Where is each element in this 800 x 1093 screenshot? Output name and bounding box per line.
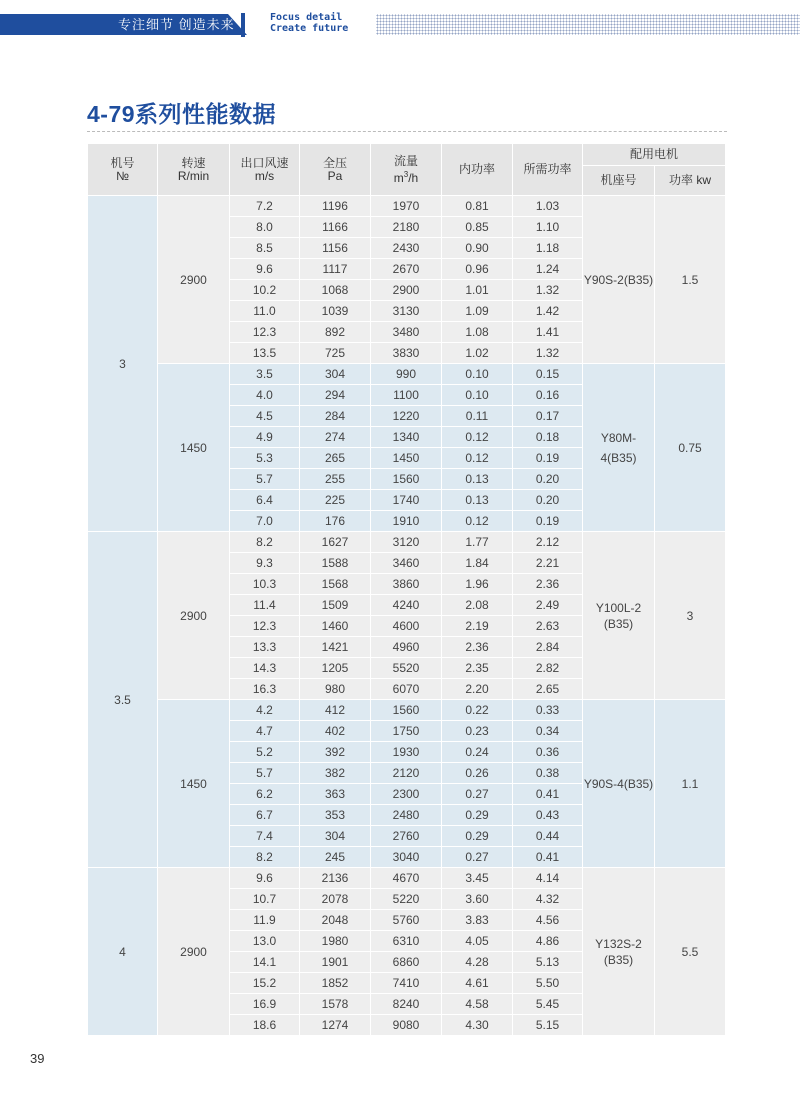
internal-power-cell: 0.13 (442, 469, 513, 490)
outlet-velocity-cell: 9.6 (230, 259, 300, 280)
outlet-velocity-cell: 8.2 (230, 532, 300, 553)
internal-power-cell: 0.22 (442, 700, 513, 721)
total-pressure-cell: 1852 (300, 973, 371, 994)
flow-cell: 1910 (371, 511, 442, 532)
required-power-cell: 0.34 (513, 721, 583, 742)
outlet-velocity-cell: 8.0 (230, 217, 300, 238)
flow-cell: 1970 (371, 196, 442, 217)
internal-power-cell: 1.08 (442, 322, 513, 343)
internal-power-cell: 2.19 (442, 616, 513, 637)
required-power-cell: 1.03 (513, 196, 583, 217)
table-row (88, 196, 726, 217)
flow-cell: 2760 (371, 826, 442, 847)
required-power-cell: 0.20 (513, 469, 583, 490)
internal-power-cell: 4.61 (442, 973, 513, 994)
motor-frame-cell: Y132S-2(B35) (583, 868, 655, 1036)
internal-power-cell: 0.29 (442, 826, 513, 847)
required-power-cell: 0.33 (513, 700, 583, 721)
speed-cell: 1450 (158, 364, 230, 532)
total-pressure-cell: 304 (300, 364, 371, 385)
total-pressure-cell: 304 (300, 826, 371, 847)
required-power-cell: 2.84 (513, 637, 583, 658)
header-motor-group: 配用电机 (583, 144, 726, 166)
internal-power-cell: 1.84 (442, 553, 513, 574)
table-body (88, 196, 726, 1036)
header-outlet-velocity-unit: m/s (254, 168, 275, 183)
motor-power-cell: 0.75 (655, 364, 726, 532)
total-pressure-cell: 1117 (300, 259, 371, 280)
header-model-no-sub: № (116, 168, 129, 183)
total-pressure-cell: 274 (300, 427, 371, 448)
model-no-cell: 4 (88, 868, 158, 1036)
performance-table (87, 143, 726, 1036)
internal-power-cell: 1.09 (442, 301, 513, 322)
flow-cell: 1340 (371, 427, 442, 448)
total-pressure-cell: 294 (300, 385, 371, 406)
header-required-power: 所需功率 (513, 144, 583, 196)
motor-power-cell: 5.5 (655, 868, 726, 1036)
header-dot-pattern (376, 14, 800, 35)
outlet-velocity-cell: 12.3 (230, 616, 300, 637)
flow-cell: 1450 (371, 448, 442, 469)
required-power-cell: 2.12 (513, 532, 583, 553)
flow-cell: 4960 (371, 637, 442, 658)
outlet-velocity-cell: 9.3 (230, 553, 300, 574)
flow-cell: 2670 (371, 259, 442, 280)
required-power-cell: 2.21 (513, 553, 583, 574)
outlet-velocity-cell: 7.0 (230, 511, 300, 532)
flow-cell: 2480 (371, 805, 442, 826)
speed-cell: 2900 (158, 532, 230, 700)
internal-power-cell: 0.85 (442, 217, 513, 238)
header-flow-label: 流量 (393, 153, 418, 168)
outlet-velocity-cell: 5.7 (230, 763, 300, 784)
motor-power-cell: 1.5 (655, 196, 726, 364)
header-total-pressure (300, 144, 371, 196)
header-motor-power: 功率 kw (655, 166, 726, 196)
internal-power-cell: 1.96 (442, 574, 513, 595)
header-divider (241, 13, 245, 37)
flow-cell: 4600 (371, 616, 442, 637)
motor-frame-cell: Y80M-4(B35) (583, 364, 655, 532)
flow-cell: 3130 (371, 301, 442, 322)
flow-cell: 1100 (371, 385, 442, 406)
total-pressure-cell: 2136 (300, 868, 371, 889)
table-row (88, 868, 726, 889)
required-power-cell: 1.41 (513, 322, 583, 343)
total-pressure-cell: 1039 (300, 301, 371, 322)
flow-unit-sup: 3 (403, 169, 409, 179)
flow-cell: 3040 (371, 847, 442, 868)
motor-frame-cell: Y100L-2(B35) (583, 532, 655, 700)
outlet-velocity-cell: 3.5 (230, 364, 300, 385)
required-power-cell: 2.82 (513, 658, 583, 679)
outlet-velocity-cell: 8.2 (230, 847, 300, 868)
required-power-cell: 1.10 (513, 217, 583, 238)
outlet-velocity-cell: 13.3 (230, 637, 300, 658)
speed-cell: 2900 (158, 868, 230, 1036)
total-pressure-cell: 1196 (300, 196, 371, 217)
total-pressure-cell: 1205 (300, 658, 371, 679)
outlet-velocity-cell: 6.4 (230, 490, 300, 511)
internal-power-cell: 0.12 (442, 511, 513, 532)
flow-cell: 1740 (371, 490, 442, 511)
total-pressure-cell: 892 (300, 322, 371, 343)
speed-cell: 1450 (158, 700, 230, 868)
flow-unit-base: m (393, 170, 404, 185)
header-speed-unit: R/min (177, 168, 210, 183)
required-power-cell: 0.19 (513, 448, 583, 469)
required-power-cell: 5.15 (513, 1015, 583, 1036)
internal-power-cell: 0.90 (442, 238, 513, 259)
header-flow-unit (371, 168, 441, 185)
internal-power-cell: 0.24 (442, 742, 513, 763)
speed-cell: 2900 (158, 196, 230, 364)
outlet-velocity-cell: 4.0 (230, 385, 300, 406)
required-power-cell: 0.15 (513, 364, 583, 385)
outlet-velocity-cell: 5.3 (230, 448, 300, 469)
outlet-velocity-cell: 7.4 (230, 826, 300, 847)
internal-power-cell: 4.58 (442, 994, 513, 1015)
total-pressure-cell: 1156 (300, 238, 371, 259)
required-power-cell: 4.32 (513, 889, 583, 910)
model-no-cell: 3 (88, 196, 158, 532)
required-power-cell: 0.18 (513, 427, 583, 448)
flow-cell: 8240 (371, 994, 442, 1015)
required-power-cell: 1.18 (513, 238, 583, 259)
internal-power-cell: 0.10 (442, 385, 513, 406)
flow-cell: 6310 (371, 931, 442, 952)
motor-power-cell: 3 (655, 532, 726, 700)
required-power-cell: 2.49 (513, 595, 583, 616)
internal-power-cell: 0.27 (442, 847, 513, 868)
total-pressure-cell: 392 (300, 742, 371, 763)
total-pressure-cell: 245 (300, 847, 371, 868)
total-pressure-cell: 402 (300, 721, 371, 742)
total-pressure-cell: 2078 (300, 889, 371, 910)
outlet-velocity-cell: 6.7 (230, 805, 300, 826)
internal-power-cell: 3.60 (442, 889, 513, 910)
outlet-velocity-cell: 5.2 (230, 742, 300, 763)
total-pressure-cell: 382 (300, 763, 371, 784)
required-power-cell: 0.17 (513, 406, 583, 427)
outlet-velocity-cell: 10.3 (230, 574, 300, 595)
outlet-velocity-cell: 16.3 (230, 679, 300, 700)
page-header (0, 0, 800, 40)
required-power-cell: 2.65 (513, 679, 583, 700)
flow-cell: 3120 (371, 532, 442, 553)
total-pressure-cell: 225 (300, 490, 371, 511)
total-pressure-cell: 1166 (300, 217, 371, 238)
outlet-velocity-cell: 13.0 (230, 931, 300, 952)
page-number: 39 (30, 1051, 45, 1066)
total-pressure-cell: 1588 (300, 553, 371, 574)
flow-cell: 5760 (371, 910, 442, 931)
flow-cell: 2900 (371, 280, 442, 301)
total-pressure-cell: 1274 (300, 1015, 371, 1036)
outlet-velocity-cell: 9.6 (230, 868, 300, 889)
header-motor-frame: 机座号 (583, 166, 655, 196)
flow-cell: 4240 (371, 595, 442, 616)
model-no-cell: 3.5 (88, 532, 158, 868)
flow-cell: 1930 (371, 742, 442, 763)
internal-power-cell: 0.11 (442, 406, 513, 427)
table-row (88, 364, 726, 385)
flow-cell: 6070 (371, 679, 442, 700)
outlet-velocity-cell: 10.7 (230, 889, 300, 910)
flow-cell: 1560 (371, 700, 442, 721)
outlet-velocity-cell: 15.2 (230, 973, 300, 994)
title-divider (87, 131, 727, 132)
internal-power-cell: 4.05 (442, 931, 513, 952)
required-power-cell: 0.44 (513, 826, 583, 847)
total-pressure-cell: 2048 (300, 910, 371, 931)
internal-power-cell: 0.81 (442, 196, 513, 217)
header-model-no (88, 144, 158, 196)
internal-power-cell: 1.77 (442, 532, 513, 553)
header-total-pressure-unit: Pa (327, 168, 343, 183)
total-pressure-cell: 1460 (300, 616, 371, 637)
table-row (88, 532, 726, 553)
required-power-cell: 0.41 (513, 847, 583, 868)
flow-cell: 1560 (371, 469, 442, 490)
required-power-cell: 0.41 (513, 784, 583, 805)
internal-power-cell: 4.30 (442, 1015, 513, 1036)
total-pressure-cell: 255 (300, 469, 371, 490)
outlet-velocity-cell: 18.6 (230, 1015, 300, 1036)
flow-cell: 3830 (371, 343, 442, 364)
motor-power-cell: 1.1 (655, 700, 726, 868)
required-power-cell: 5.45 (513, 994, 583, 1015)
header-flow (371, 144, 442, 196)
required-power-cell: 4.86 (513, 931, 583, 952)
internal-power-cell: 1.01 (442, 280, 513, 301)
header-speed-label: 转速 (181, 155, 206, 170)
flow-cell: 2120 (371, 763, 442, 784)
motor-frame-cell: Y90S-2(B35) (583, 196, 655, 364)
outlet-velocity-cell: 4.9 (230, 427, 300, 448)
required-power-cell: 0.38 (513, 763, 583, 784)
internal-power-cell: 1.02 (442, 343, 513, 364)
outlet-velocity-cell: 14.3 (230, 658, 300, 679)
page-title: 4-79系列性能数据 (87, 101, 277, 127)
internal-power-cell: 0.12 (442, 427, 513, 448)
required-power-cell: 1.32 (513, 343, 583, 364)
internal-power-cell: 0.12 (442, 448, 513, 469)
flow-cell: 1220 (371, 406, 442, 427)
outlet-velocity-cell: 13.5 (230, 343, 300, 364)
header-tagline-cn: 专注细节 创造未来 (118, 17, 235, 32)
header-outlet-velocity-label: 出口风速 (240, 155, 289, 170)
total-pressure-cell: 1980 (300, 931, 371, 952)
internal-power-cell: 2.35 (442, 658, 513, 679)
header-tagline-en (270, 12, 348, 34)
internal-power-cell: 0.27 (442, 784, 513, 805)
required-power-cell: 0.16 (513, 385, 583, 406)
internal-power-cell: 2.08 (442, 595, 513, 616)
outlet-velocity-cell: 4.2 (230, 700, 300, 721)
flow-cell: 7410 (371, 973, 442, 994)
internal-power-cell: 0.96 (442, 259, 513, 280)
flow-cell: 3480 (371, 322, 442, 343)
flow-cell: 1750 (371, 721, 442, 742)
outlet-velocity-cell: 4.7 (230, 721, 300, 742)
required-power-cell: 5.50 (513, 973, 583, 994)
header-tagline-en-line1: Focus detail (270, 12, 343, 23)
flow-cell: 3460 (371, 553, 442, 574)
internal-power-cell: 0.26 (442, 763, 513, 784)
internal-power-cell: 0.10 (442, 364, 513, 385)
header-model-no-label: 机号 (110, 155, 135, 170)
internal-power-cell: 3.83 (442, 910, 513, 931)
outlet-velocity-cell: 4.5 (230, 406, 300, 427)
required-power-cell: 0.36 (513, 742, 583, 763)
total-pressure-cell: 1509 (300, 595, 371, 616)
flow-cell: 5520 (371, 658, 442, 679)
flow-cell: 4670 (371, 868, 442, 889)
internal-power-cell: 0.29 (442, 805, 513, 826)
required-power-cell: 0.43 (513, 805, 583, 826)
total-pressure-cell: 363 (300, 784, 371, 805)
outlet-velocity-cell: 10.2 (230, 280, 300, 301)
total-pressure-cell: 1421 (300, 637, 371, 658)
flow-cell: 2430 (371, 238, 442, 259)
total-pressure-cell: 353 (300, 805, 371, 826)
internal-power-cell: 0.23 (442, 721, 513, 742)
flow-cell: 5220 (371, 889, 442, 910)
outlet-velocity-cell: 11.0 (230, 301, 300, 322)
internal-power-cell: 0.13 (442, 490, 513, 511)
flow-cell: 6860 (371, 952, 442, 973)
required-power-cell: 0.19 (513, 511, 583, 532)
required-power-cell: 5.13 (513, 952, 583, 973)
outlet-velocity-cell: 16.9 (230, 994, 300, 1015)
outlet-velocity-cell: 5.7 (230, 469, 300, 490)
outlet-velocity-cell: 7.2 (230, 196, 300, 217)
required-power-cell: 1.42 (513, 301, 583, 322)
header-tagline-en-line2: Create future (270, 23, 349, 34)
total-pressure-cell: 265 (300, 448, 371, 469)
outlet-velocity-cell: 14.1 (230, 952, 300, 973)
total-pressure-cell: 1627 (300, 532, 371, 553)
flow-unit-tail: /h (408, 170, 419, 185)
total-pressure-cell: 284 (300, 406, 371, 427)
required-power-cell: 0.20 (513, 490, 583, 511)
total-pressure-cell: 1068 (300, 280, 371, 301)
flow-cell: 9080 (371, 1015, 442, 1036)
header-internal-power: 内功率 (442, 144, 513, 196)
required-power-cell: 4.14 (513, 868, 583, 889)
required-power-cell: 1.24 (513, 259, 583, 280)
total-pressure-cell: 176 (300, 511, 371, 532)
internal-power-cell: 2.36 (442, 637, 513, 658)
total-pressure-cell: 980 (300, 679, 371, 700)
outlet-velocity-cell: 12.3 (230, 322, 300, 343)
required-power-cell: 2.63 (513, 616, 583, 637)
total-pressure-cell: 725 (300, 343, 371, 364)
flow-cell: 3860 (371, 574, 442, 595)
table-row (88, 700, 726, 721)
motor-frame-cell: Y90S-4(B35) (583, 700, 655, 868)
outlet-velocity-cell: 8.5 (230, 238, 300, 259)
header-total-pressure-label: 全压 (322, 155, 347, 170)
required-power-cell: 2.36 (513, 574, 583, 595)
outlet-velocity-cell: 11.9 (230, 910, 300, 931)
internal-power-cell: 2.20 (442, 679, 513, 700)
total-pressure-cell: 412 (300, 700, 371, 721)
internal-power-cell: 4.28 (442, 952, 513, 973)
outlet-velocity-cell: 6.2 (230, 784, 300, 805)
header-outlet-velocity (230, 144, 300, 196)
internal-power-cell: 3.45 (442, 868, 513, 889)
flow-cell: 2180 (371, 217, 442, 238)
total-pressure-cell: 1578 (300, 994, 371, 1015)
required-power-cell: 1.32 (513, 280, 583, 301)
flow-cell: 2300 (371, 784, 442, 805)
total-pressure-cell: 1568 (300, 574, 371, 595)
required-power-cell: 4.56 (513, 910, 583, 931)
total-pressure-cell: 1901 (300, 952, 371, 973)
header-speed (158, 144, 230, 196)
outlet-velocity-cell: 11.4 (230, 595, 300, 616)
flow-cell: 990 (371, 364, 442, 385)
